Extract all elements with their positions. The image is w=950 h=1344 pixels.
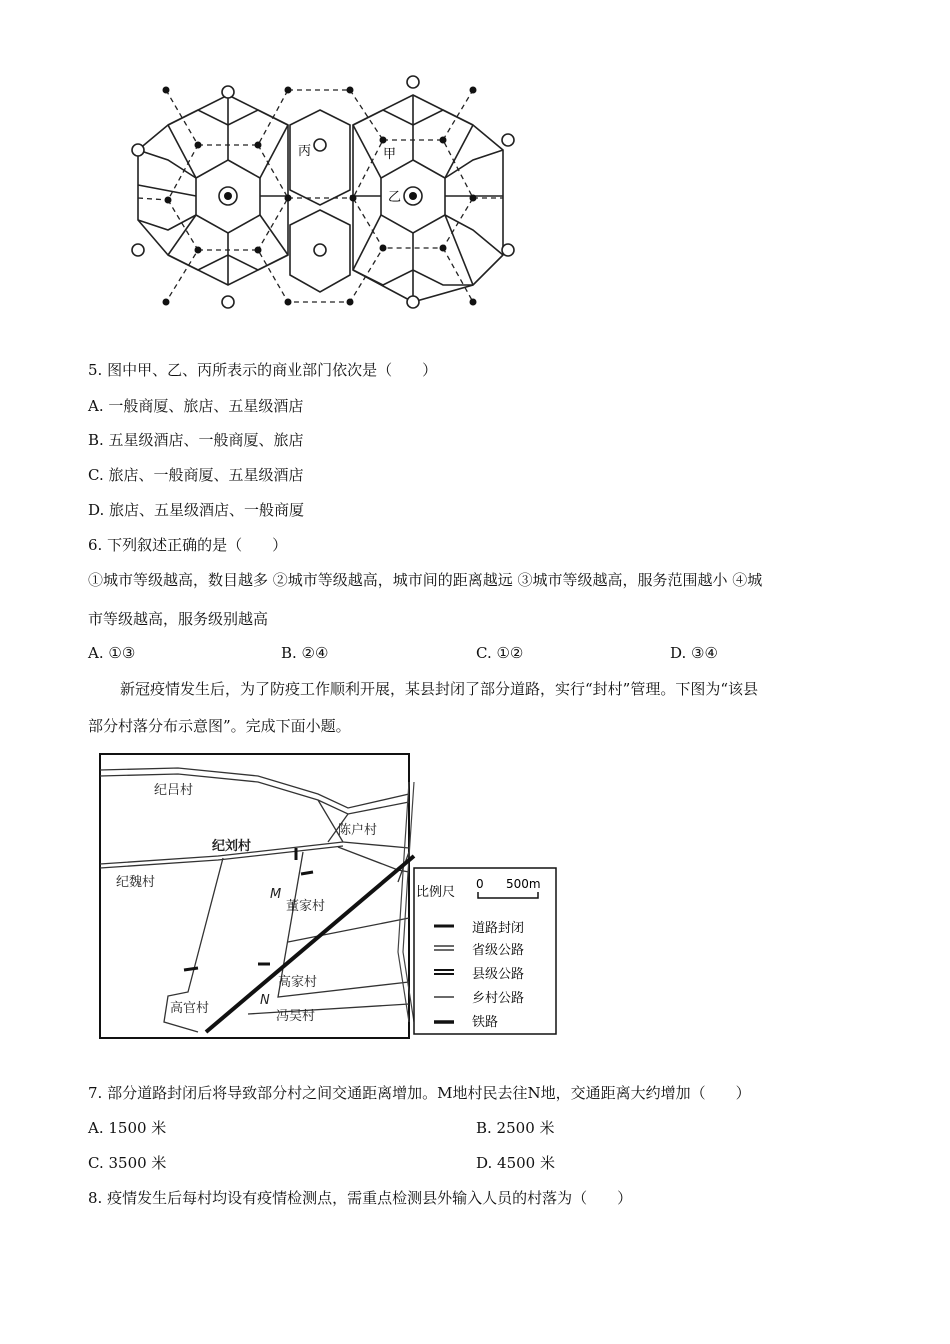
q7-option-d: D. 4500 米 xyxy=(476,1154,555,1172)
q6-statement-line2: 市等级越高，服务级别越高 xyxy=(88,610,269,628)
q5-stem: 5. 图中甲、乙、丙所表示的商业部门依次是（ ） xyxy=(88,361,438,379)
q6-option-c: C. ①② xyxy=(476,644,524,662)
q5-option-c: C. 旅店、一般商厦、五星级酒店 xyxy=(88,466,304,484)
q7-option-a: A. 1500 米 xyxy=(88,1119,167,1137)
intro-line1: 新冠疫情发生后，为了防疫工作顺利开展，某县封闭了部分道路，实行“封村”管理。下图为“该县 xyxy=(120,680,759,698)
village-jiliu: 纪刘村 xyxy=(212,839,252,854)
legend-item-county: 县级公路 xyxy=(472,967,525,982)
legend-item-rural: 乡村公路 xyxy=(472,991,525,1006)
q7-option-c: C. 3500 米 xyxy=(88,1154,167,1172)
village-chenhu: 陈户村 xyxy=(338,823,378,838)
label-jia: 甲 xyxy=(383,147,397,162)
legend-item-provincial: 省级公路 xyxy=(472,943,525,958)
village-gaoguan: 高官村 xyxy=(170,1001,210,1016)
legend-scale-value: 500m xyxy=(506,877,541,891)
legend-item-railway: 铁路 xyxy=(472,1015,499,1030)
village-map-svg xyxy=(98,752,560,1040)
q5-option-b: B. 五星级酒店、一般商厦、旅店 xyxy=(88,431,304,449)
q7-option-b: B. 2500 米 xyxy=(476,1119,555,1137)
village-dongjia: 董家村 xyxy=(286,899,326,914)
label-yi: 乙 xyxy=(388,190,402,205)
village-gaojia: 高家村 xyxy=(278,975,318,990)
village-jiwei: 纪魏村 xyxy=(116,875,156,890)
village-fengwu: 冯吴村 xyxy=(276,1009,316,1024)
marker-m: M xyxy=(270,887,282,902)
legend-scale-zero: 0 xyxy=(476,877,484,891)
village-jilv: 纪吕村 xyxy=(154,783,194,798)
legend-item-closure: 道路封闭 xyxy=(472,921,525,936)
q7-stem: 7. 部分道路封闭后将导致部分村之间交通距离增加。M地村民去往N地，交通距离大约增加（ ） xyxy=(88,1084,751,1102)
q6-option-b: B. ②④ xyxy=(281,644,329,662)
closure-3 xyxy=(184,968,198,970)
q6-option-a: A. ①③ xyxy=(88,644,136,662)
q6-option-d: D. ③④ xyxy=(670,644,718,662)
marker-n: N xyxy=(260,993,270,1008)
legend-title: 比例尺 xyxy=(416,885,456,900)
q8-stem: 8. 疫情发生后每村均设有疫情检测点，需重点检测县外输入人员的村落为（ ） xyxy=(88,1189,633,1207)
intro-line2: 部分村落分布示意图”。完成下面小题。 xyxy=(88,717,351,735)
q5-option-d: D. 旅店、五星级酒店、一般商厦 xyxy=(88,501,305,519)
closure-2 xyxy=(301,872,313,874)
map-legend xyxy=(414,868,556,1034)
q6-statement-line1: ①城市等级越高，数目越多 ②城市等级越高，城市间的距离越远 ③城市等级越高，服务范围越小 ④城 xyxy=(88,571,763,589)
central-place-diagram xyxy=(128,70,518,330)
q5-option-a: A. 一般商厦、旅店、五星级酒店 xyxy=(88,397,304,415)
q6-stem: 6. 下列叙述正确的是（ ） xyxy=(88,536,288,554)
label-bing: 丙 xyxy=(298,144,312,159)
village-map xyxy=(98,752,560,1040)
central-place-svg xyxy=(128,70,518,330)
